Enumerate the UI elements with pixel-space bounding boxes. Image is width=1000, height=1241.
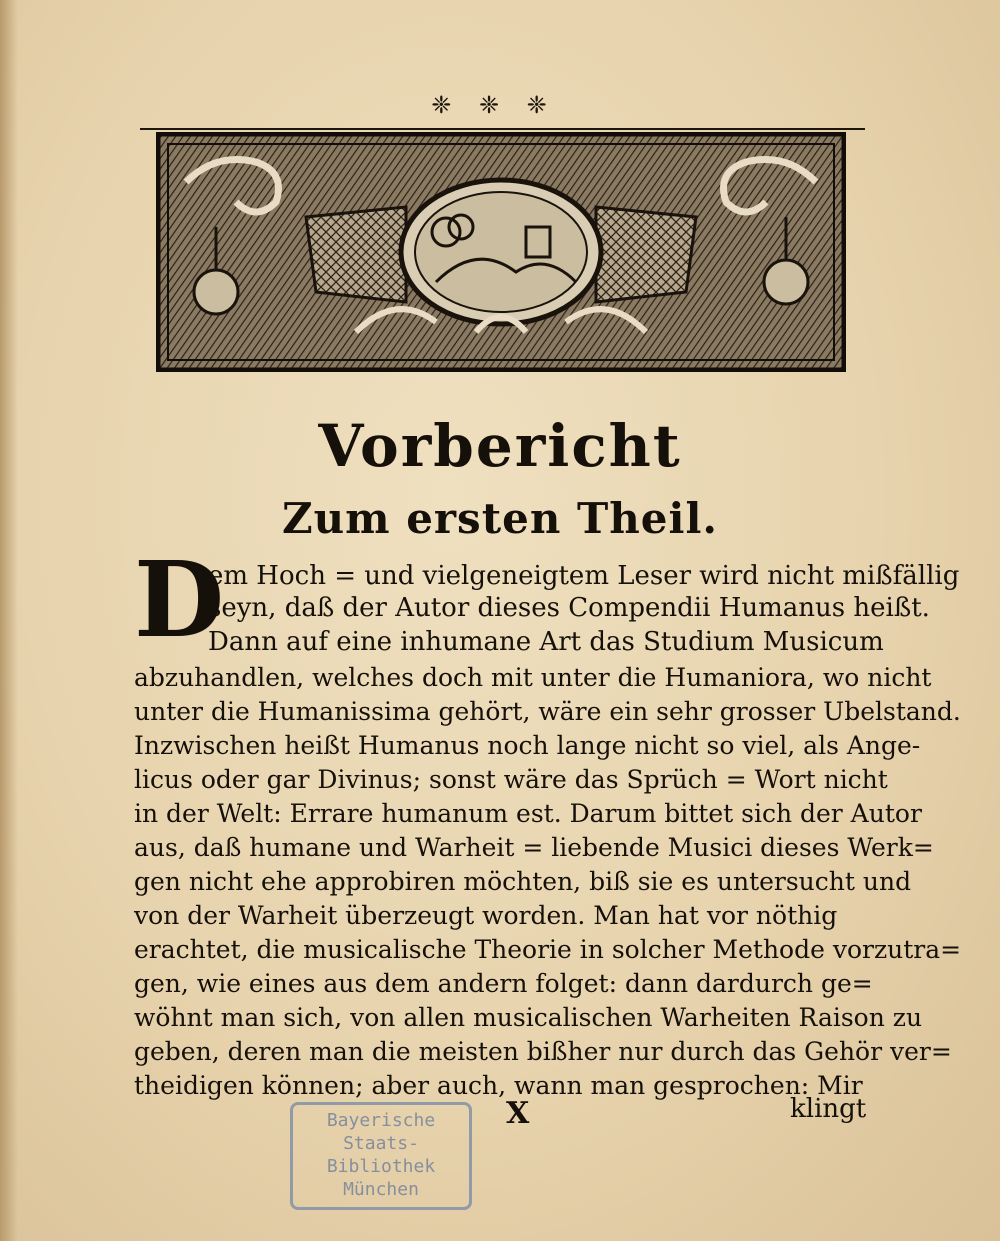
text-line: gen, wie eines aus dem andern folget: dann dardurch ge=	[134, 969, 873, 998]
text-line: in der Welt: Errare humanum est. Darum bittet sich der Autor	[134, 799, 922, 828]
top-rule	[140, 128, 865, 130]
text-line: wöhnt man sich, von allen musicalischen Warheiten Raison zu	[134, 1003, 923, 1032]
text-line: em Hoch = und vielgeneigtem Leser wird nicht mißfällig	[208, 561, 960, 591]
text-line: abzuhandlen, welches doch mit unter die Humaniora, wo nicht	[134, 663, 932, 692]
stamp-line: Staats-	[343, 1133, 419, 1154]
text-line: geben, deren man die meisten bißher nur durch das Gehör ver=	[134, 1037, 952, 1066]
text-line: unter die Humanissima gehört, wäre ein sehr grosser Ubelstand.	[134, 697, 961, 726]
catchword: klingt	[790, 1094, 867, 1124]
decorative-vignette-woodcut	[156, 132, 846, 372]
text-line: aus, daß humane und Warheit = liebende Musici dieses Werk=	[134, 833, 934, 862]
page-subtitle: Zum ersten Theil.	[281, 494, 719, 543]
fleuron-ornament: ❈ ❈ ❈	[431, 91, 557, 119]
text-line: theidigen können; aber auch, wann man gesprochen: Mir	[134, 1071, 863, 1100]
text-line: Dann auf eine inhumane Art das Studium Musicum	[208, 627, 884, 657]
page-title: Vorbericht	[318, 412, 682, 480]
decorated-initial: D	[134, 538, 225, 661]
library-stamp	[290, 1102, 472, 1210]
text-line: seyn, daß der Autor dieses Compendii Humanus heißt.	[208, 593, 930, 623]
stamp-line: München	[343, 1179, 419, 1200]
text-line: erachtet, die musicalische Theorie in solcher Methode vorzutra=	[134, 935, 962, 964]
text-line: Inzwischen heißt Humanus noch lange nicht so viel, als Ange-	[134, 731, 921, 760]
stamp-line: Bibliothek	[326, 1156, 436, 1177]
stamp-line: Bayerische	[326, 1110, 436, 1131]
text-line: licus oder gar Divinus; sonst wäre das Sprüch = Wort nicht	[134, 765, 888, 794]
page-gutter-shadow	[0, 0, 18, 1241]
signature-mark: X	[506, 1096, 530, 1131]
text-line: von der Warheit überzeugt worden. Man hat vor nöthig	[134, 901, 838, 930]
text-line: gen nicht ehe approbiren möchten, biß sie es untersucht und	[134, 867, 912, 896]
